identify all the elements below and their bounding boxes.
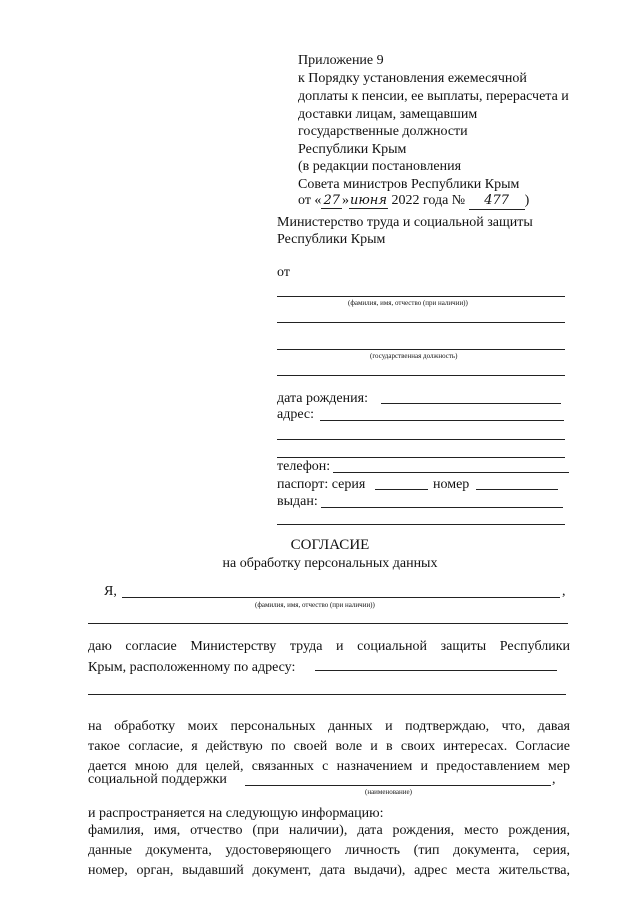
addressee-line: Министерство труда и социальной защиты xyxy=(277,215,533,230)
appendix-line: государственные должности xyxy=(298,124,468,139)
handwritten-doc-number: 477 xyxy=(469,192,525,210)
handwritten-day: 27 xyxy=(323,193,340,208)
appendix-line: доплаты к пенсии, ее выплаты, перерасчета и xyxy=(298,89,569,104)
addressee-line: Республики Крым xyxy=(277,232,386,247)
paragraph-line: социальной поддержки xyxy=(88,772,227,787)
address-field-line[interactable] xyxy=(320,420,564,421)
phone-label: телефон: xyxy=(277,459,331,474)
date-mid: » xyxy=(341,193,349,208)
support-name-caption: (наименование) xyxy=(365,788,412,796)
document-subtitle: на обработку персональных данных xyxy=(222,556,438,571)
passport-label: паспорт: серия xyxy=(277,477,366,492)
ministry-address-field[interactable] xyxy=(315,670,557,671)
birth-label: дата рождения: xyxy=(277,391,368,406)
paragraph-line: даю согласие Министерству труда и социальной защиты Республики xyxy=(88,639,570,654)
paragraph-line: на обработку моих персональных данных и подтверждаю, что, давая xyxy=(88,719,570,734)
position-field-line[interactable] xyxy=(277,349,565,350)
date-year: 2022 года № xyxy=(391,193,466,208)
consent-paragraph-1 xyxy=(88,637,570,657)
appendix-line: доставки лицам, замещавшим xyxy=(298,107,478,122)
support-name-field[interactable] xyxy=(245,785,551,786)
position-field-line-2[interactable] xyxy=(277,375,565,376)
paragraph-line: данные документа, удостоверяющего личность (тип документа, серия, xyxy=(88,843,570,858)
consent-fio-caption: (фамилия, имя, отчество (при наличии)) xyxy=(255,601,375,609)
ministry-address-field-2[interactable] xyxy=(88,694,566,695)
appendix-date-line xyxy=(298,192,529,210)
consent-paragraph-3 xyxy=(88,821,570,881)
fio-field-line[interactable] xyxy=(277,296,565,297)
passport-number-field[interactable] xyxy=(476,489,558,490)
paragraph-line: номер, орган, выдавший документ, дата выдачи), адрес места жительства, xyxy=(88,863,570,878)
consent-paragraph-2 xyxy=(88,717,570,777)
paragraph-line: и распространяется на следующую информацию: xyxy=(88,806,384,821)
appendix-line: Приложение 9 xyxy=(298,53,384,68)
paragraph-line: фамилия, имя, отчество (при наличии), дата рождения, место рождения, xyxy=(88,823,570,838)
support-comma: , xyxy=(552,772,556,787)
paragraph-line: такое согласие, я действую по своей воле и в своих интересах. Согласие xyxy=(88,739,570,754)
document-title: СОГЛАСИЕ xyxy=(290,537,370,553)
fio-field-line-2[interactable] xyxy=(277,322,565,323)
phone-field[interactable] xyxy=(333,472,569,473)
date-suffix: ) xyxy=(524,193,530,208)
appendix-line: Республики Крым xyxy=(298,142,407,157)
paragraph-line: Крым, расположенному по адресу: xyxy=(88,660,296,675)
consent-comma: , xyxy=(562,584,566,599)
consent-fio-field[interactable] xyxy=(122,597,560,598)
paragraph-line: дается мною для целей, связанных с назначением и предоставлением мер xyxy=(88,759,570,774)
appendix-line: Совета министров Республики Крым xyxy=(298,177,520,192)
date-prefix: от « xyxy=(298,193,322,208)
issued-field-2[interactable] xyxy=(277,524,565,525)
fio-caption: (фамилия, имя, отчество (при наличии)) xyxy=(348,299,468,307)
passport-series-field[interactable] xyxy=(375,489,428,490)
handwritten-month: июня xyxy=(349,193,387,208)
issued-field[interactable] xyxy=(321,507,563,508)
birth-date-field[interactable] xyxy=(381,403,561,404)
appendix-line: (в редакции постановления xyxy=(298,159,462,174)
number-label: номер xyxy=(433,477,470,492)
from-label: от xyxy=(277,265,290,280)
appendix-line: к Порядку установления ежемесячной xyxy=(298,71,527,86)
position-caption: (государственная должность) xyxy=(370,352,458,360)
consent-fio-field-2[interactable] xyxy=(88,623,568,624)
consent-i-label: Я, xyxy=(104,584,117,599)
address-label: адрес: xyxy=(277,407,315,422)
address-field-line-2[interactable] xyxy=(277,439,565,440)
issued-label: выдан: xyxy=(277,494,318,509)
